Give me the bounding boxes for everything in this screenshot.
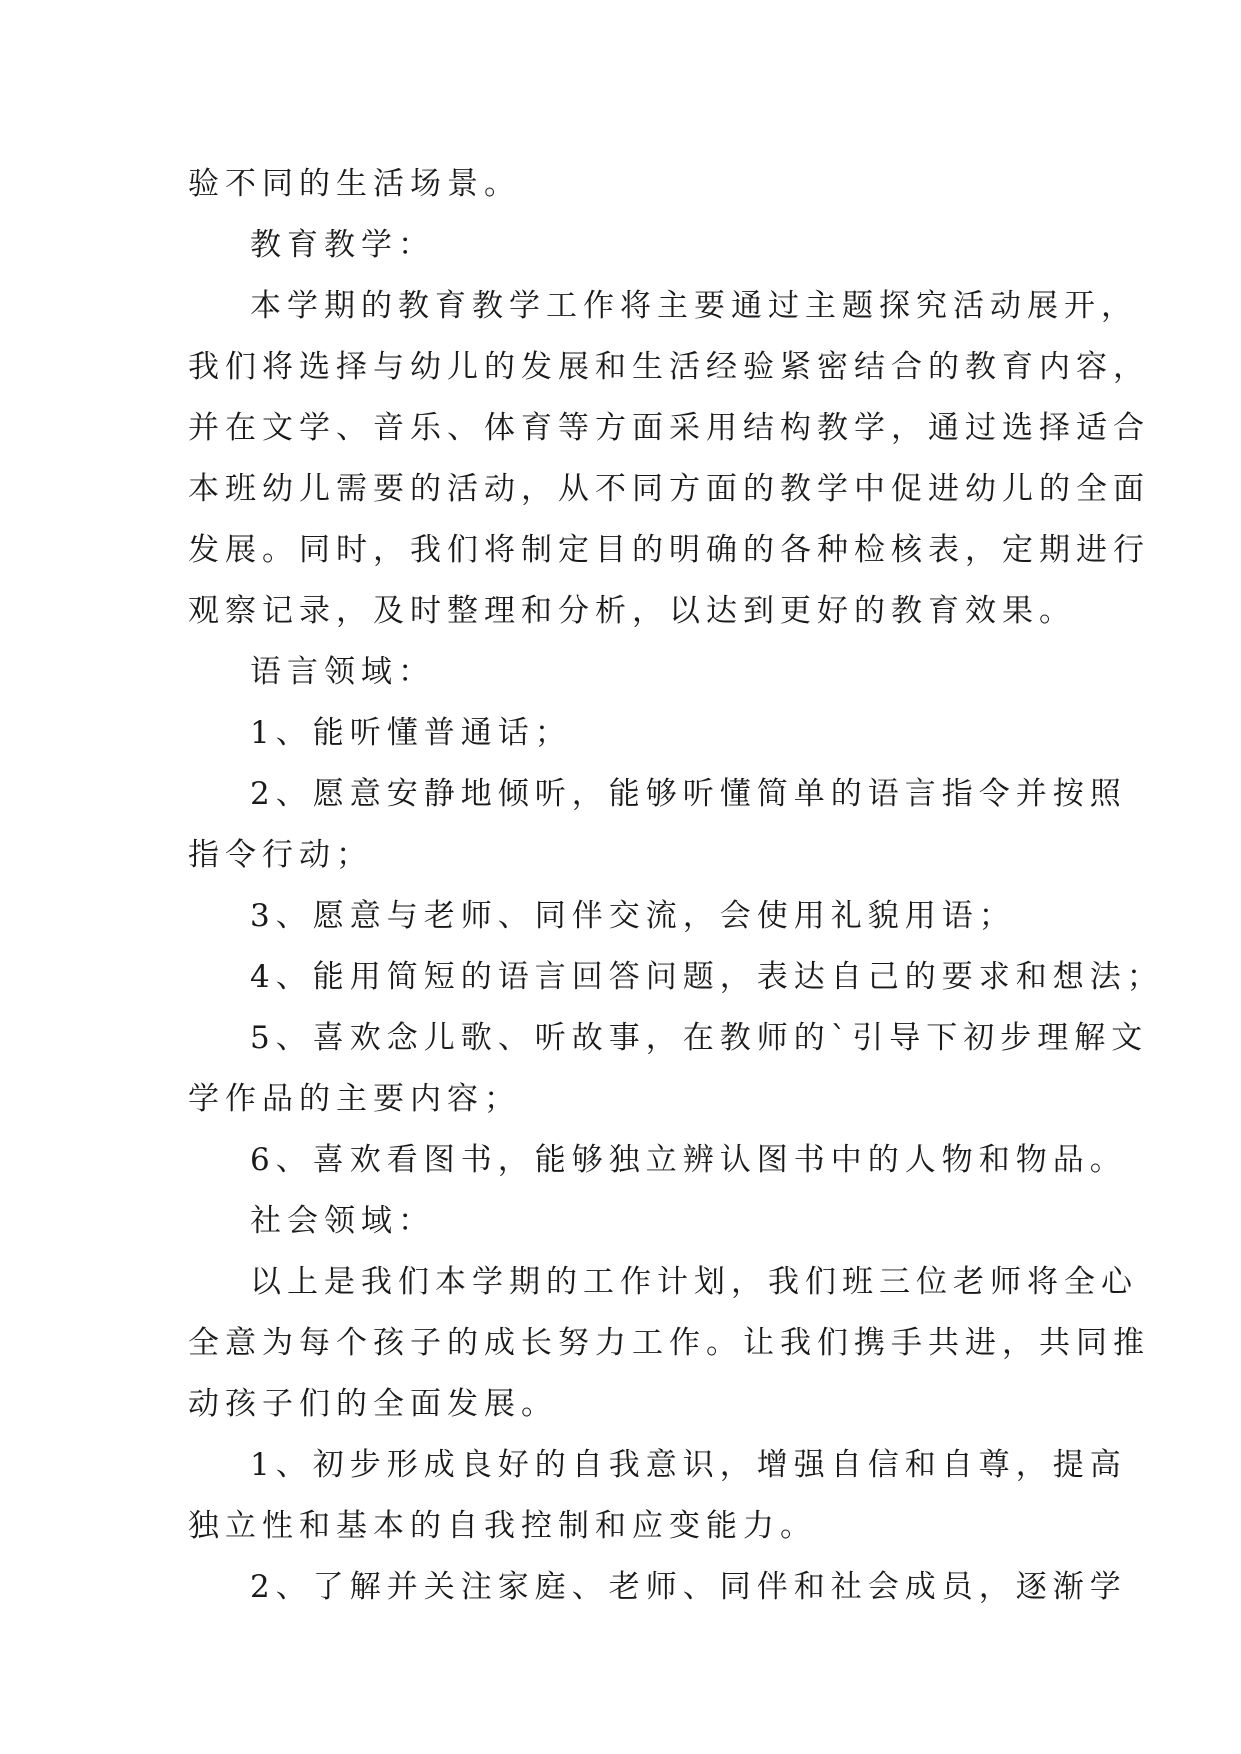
- text-line: 语言领域：: [250, 654, 435, 690]
- text-line: 3、愿意与老师、同伴交流，会使用礼貌用语；: [250, 898, 1016, 934]
- text-line: 社会领域：: [250, 1203, 435, 1239]
- text-line: 1、能听懂普通话；: [250, 715, 572, 751]
- text-line: 并在文学、音乐、体育等方面采用结构教学，通过选择适合: [188, 410, 1150, 446]
- body-text: [188, 154, 1164, 1618]
- text-line: 观察记录，及时整理和分析，以达到更好的教育效果。: [188, 593, 1076, 629]
- text-line: 本学期的教育教学工作将主要通过主题探究活动展开，: [250, 288, 1138, 324]
- text-line: 指令行动；: [188, 837, 373, 873]
- text-line: 1、初步形成良好的自我意识，增强自信和自尊，提高: [250, 1447, 1127, 1483]
- text-line: 全意为每个孩子的成长努力工作。让我们携手共进，共同推: [188, 1325, 1150, 1361]
- text-line: 6、喜欢看图书，能够独立辨认图书中的人物和物品。: [250, 1142, 1127, 1178]
- text-line: 本班幼儿需要的活动，从不同方面的教学中促进幼儿的全面: [188, 471, 1150, 507]
- text-line: 2、愿意安静地倾听，能够听懂简单的语言指令并按照: [250, 776, 1127, 812]
- text-line: 以上是我们本学期的工作计划，我们班三位老师将全心: [250, 1264, 1138, 1300]
- text-line: 发展。同时，我们将制定目的明确的各种检核表，定期进行: [188, 532, 1150, 568]
- text-line: 学作品的主要内容；: [188, 1081, 521, 1117]
- text-line: 动孩子们的全面发展。: [188, 1386, 558, 1422]
- text-line: 独立性和基本的自我控制和应变能力。: [188, 1508, 817, 1544]
- text-line: 2、了解并关注家庭、老师、同伴和社会成员，逐渐学: [250, 1569, 1127, 1605]
- text-line: 我们将选择与幼儿的发展和生活经验紧密结合的教育内容，: [188, 349, 1150, 385]
- text-line: 4、能用简短的语言回答问题，表达自己的要求和想法；: [250, 959, 1164, 995]
- text-line: 5、喜欢念儿歌、听故事，在教师的`引导下初步理解文: [250, 1020, 1149, 1056]
- text-line: 验不同的生活场景。: [188, 166, 521, 202]
- text-line: 教育教学：: [250, 227, 435, 263]
